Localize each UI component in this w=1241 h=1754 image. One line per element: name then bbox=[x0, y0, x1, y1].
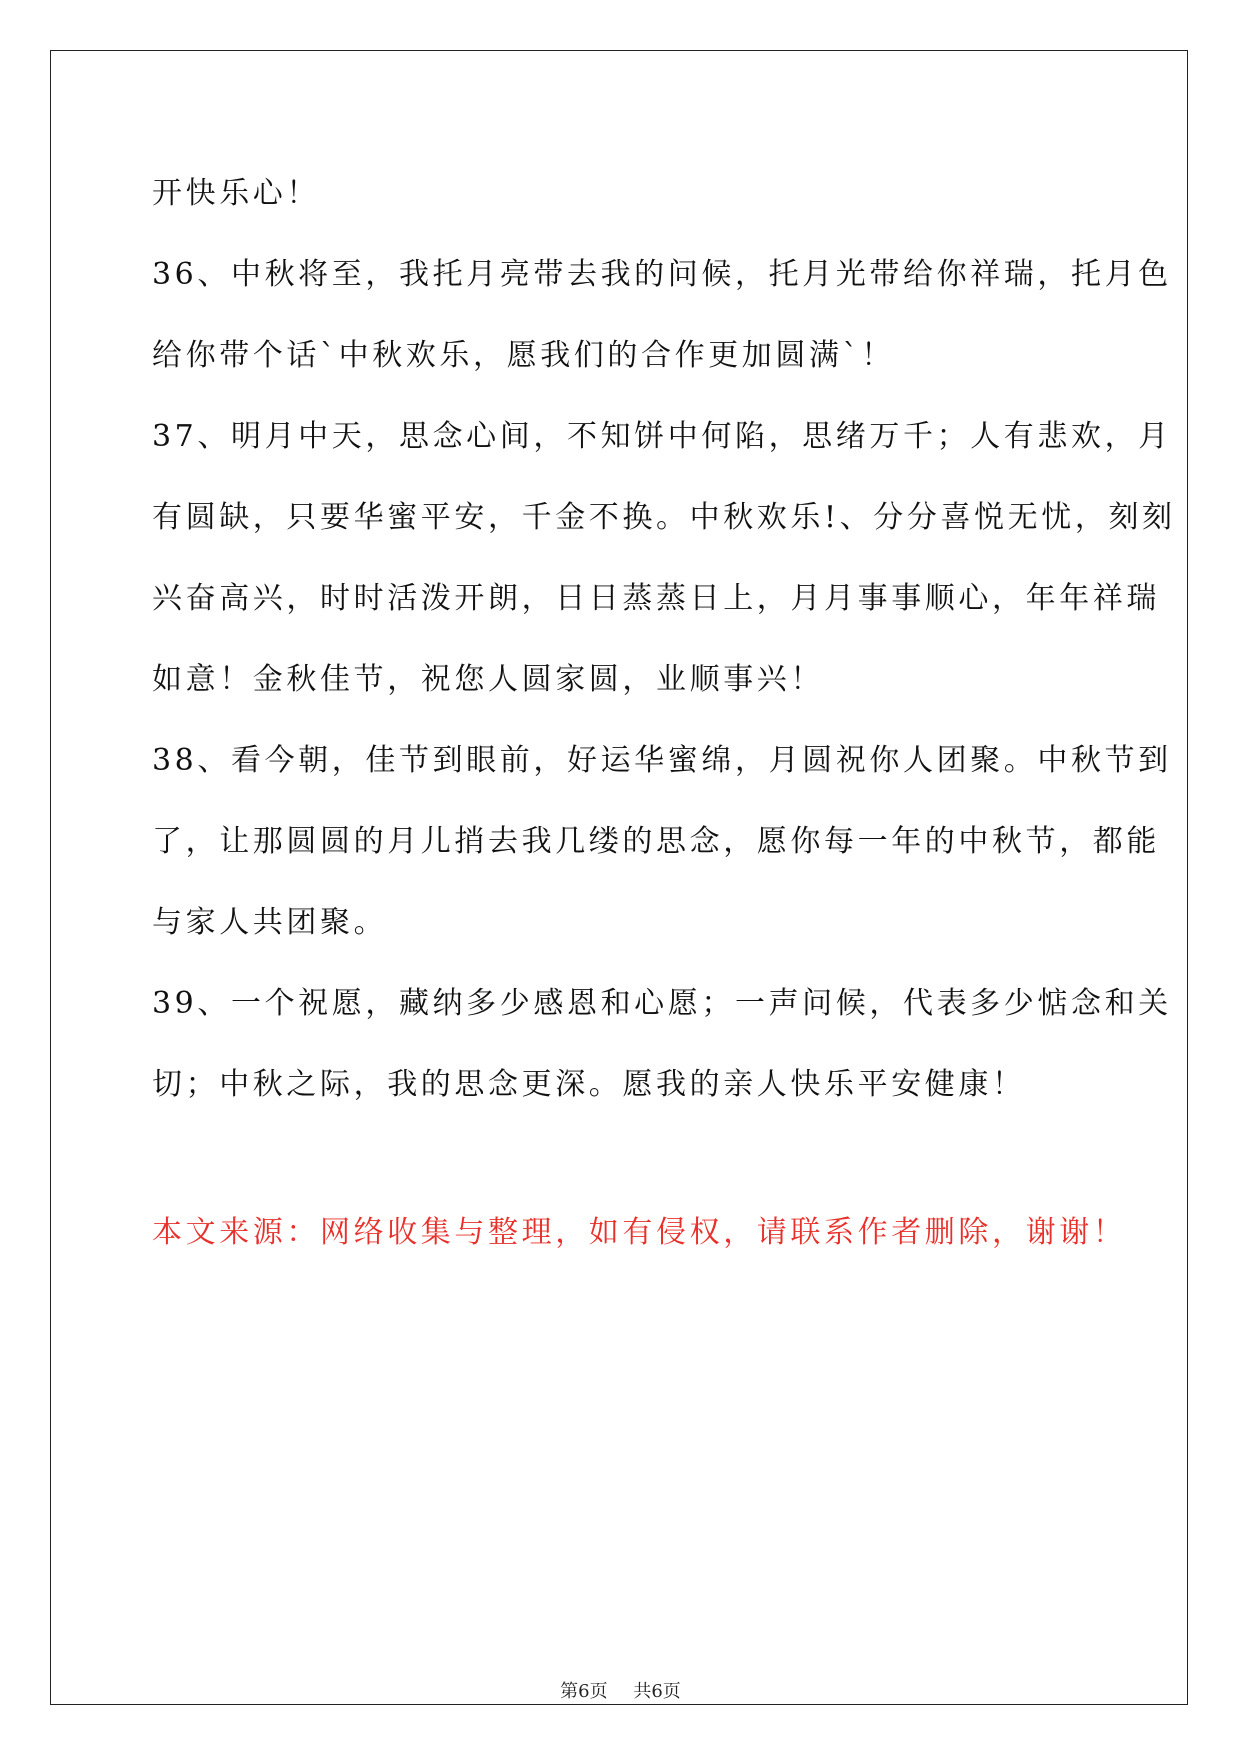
body-line: 切；中秋之际，我的思念更深。愿我的亲人快乐平安健康！ bbox=[152, 1067, 1026, 1102]
body-line: 了，让那圆圆的月儿捎去我几缕的思念，愿你每一年的中秋节，都能 bbox=[152, 824, 1160, 859]
body-line: 如意！金秋佳节，祝您人圆家圆，业顺事兴！ bbox=[152, 662, 824, 697]
body-line: 38、看今朝，佳节到眼前，好运华蜜绵，月圆祝你人团聚。中秋节到 bbox=[152, 743, 1172, 778]
source-note: 本文来源：网络收集与整理，如有侵权，请联系作者删除，谢谢！ bbox=[152, 1215, 1127, 1250]
body-line: 与家人共团聚。 bbox=[152, 905, 388, 940]
body-line: 37、明月中天，思念心间，不知饼中何陷，思绪万千；人有悲欢，月 bbox=[152, 419, 1172, 454]
body-line: 39、一个祝愿，藏纳多少感恩和心愿；一声问候，代表多少惦念和关 bbox=[152, 986, 1172, 1021]
body-line: 有圆缺，只要华蜜平安，千金不换。中秋欢乐!、分分喜悦无忧，刻刻 bbox=[152, 500, 1176, 535]
page-number: 第6页 bbox=[560, 1681, 608, 1702]
body-line: 兴奋高兴，时时活泼开朗，日日蒸蒸日上，月月事事顺心，年年祥瑞 bbox=[152, 581, 1160, 616]
body-line: 给你带个话`中秋欢乐，愿我们的合作更加圆满`！ bbox=[152, 338, 895, 373]
body-line: 36、中秋将至，我托月亮带去我的问候，托月光带给你祥瑞，托月色 bbox=[152, 257, 1172, 292]
body-line: 开快乐心！ bbox=[152, 176, 320, 211]
document-body bbox=[152, 158, 1176, 1130]
page-total: 共6页 bbox=[633, 1681, 681, 1702]
page-footer bbox=[0, 1677, 1241, 1703]
